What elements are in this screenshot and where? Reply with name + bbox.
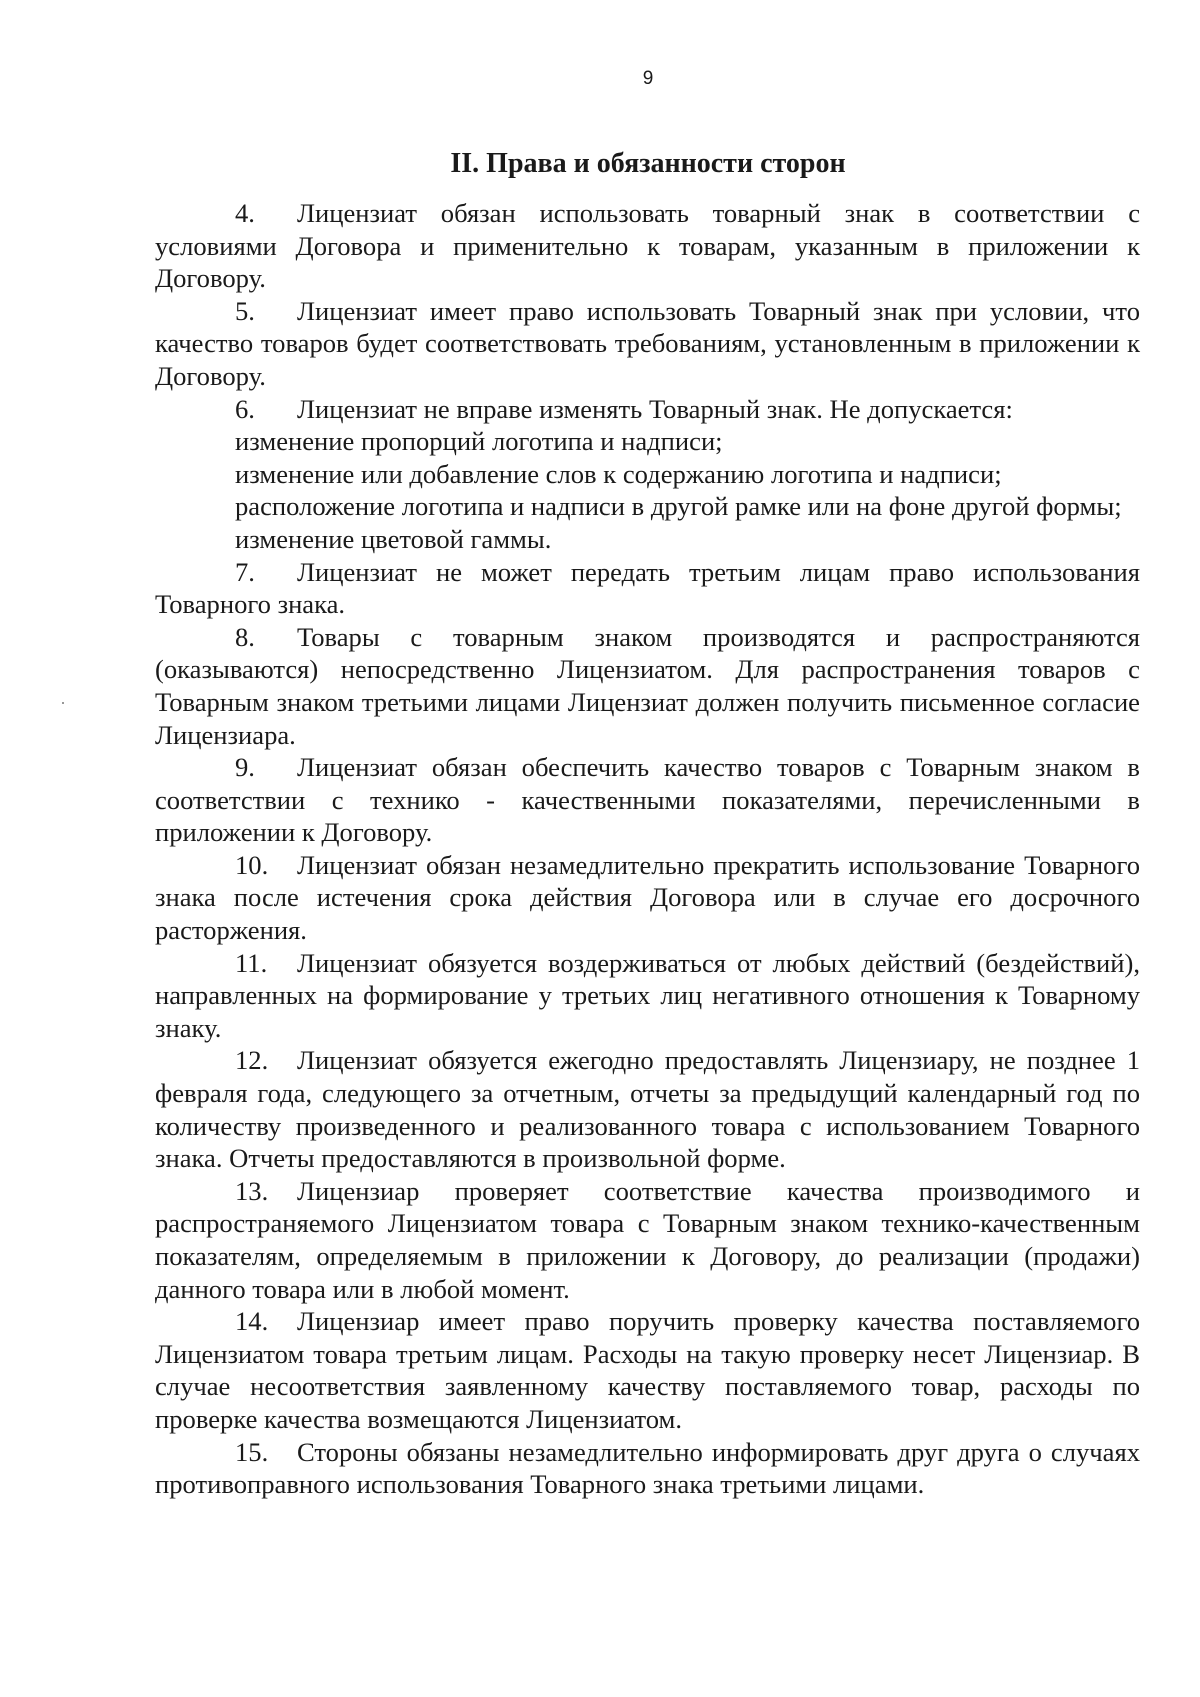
clause-text: Лицензиат не может передать третьим лицам право использования Товарного знака. [155, 556, 1140, 620]
clause-text: Лицензиар проверяет соответствие качества производимого и распространяемого Лицензиатом товара с Товарным знаком технико-качественным показателям, определяемым в приложении к Договору, до реализации (продажи) данного товара или в любой момент. [155, 1175, 1140, 1304]
clause-6-subitem: изменение пропорций логотипа и надписи; [235, 426, 723, 457]
clause-15 [155, 1436, 1140, 1501]
clause-8 [155, 621, 1140, 751]
clause-number: 4. [235, 198, 255, 228]
clause-number: 7. [235, 556, 255, 587]
clause-number: 12. [235, 1045, 269, 1076]
clause-text: Лицензиат обязан незамедлительно прекратить использование Товарного знака после истечения срока действия Договора или в случае его досрочного расторжения. [155, 849, 1140, 946]
clause-12 [155, 1044, 1140, 1174]
clause-text: Лицензиат имеет право использовать Товарный знак при условии, что качество товаров будет соответствовать требованиям, установленным в приложении к Договору. [155, 295, 1140, 391]
clause-text: Лицензиат обязуется ежегодно предоставлять Лицензиару, не позднее 1 февраля года, следующего за отчетным, отчеты за предыдущий календарный год по количеству произведенного и реализованного товара с использованием Товарного знака. Отчеты предоставляются в произвольной форме. [155, 1045, 1140, 1174]
clause-10 [155, 849, 1140, 947]
clause-6 [155, 393, 1140, 426]
section-body [155, 197, 1140, 1501]
scan-speck [62, 702, 64, 704]
clause-number: 14. [235, 1306, 269, 1337]
clause-text: Товары с товарным знаком производятся и распространяются (оказываются) непосредственно Лицензиатом. Для распространения товаров с Товарным знаком третьими лицами Лицензиат должен получить письменное согласие Лицензиара. [155, 621, 1140, 750]
clause-13 [155, 1175, 1140, 1305]
clause-6-subitem: изменение или добавление слов к содержанию логотипа и надписи; [235, 458, 1002, 489]
clause-number: 15. [235, 1436, 269, 1467]
clause-6-subitem: изменение цветовой гаммы. [235, 523, 552, 554]
clause-text: Лицензиар имеет право поручить проверку качества поставляемого Лицензиатом товара третьим лицам. Расходы на такую проверку несет Лицензиар. В случае несоответствия заявленному качеству поставляемого товар, расходы по проверке качества возмещаются Лицензиатом. [155, 1306, 1140, 1434]
clause-number: 9. [235, 752, 255, 783]
section-heading: II. Права и обязанности сторон [450, 148, 846, 179]
clause-text: Лицензиат не вправе изменять Товарный знак. Не допускается: [297, 393, 1013, 424]
clause-number: 10. [235, 849, 269, 880]
clause-7 [155, 556, 1140, 621]
clause-11 [155, 947, 1140, 1045]
clause-number: 8. [235, 621, 255, 652]
clause-number: 11. [235, 947, 268, 978]
clause-text: Лицензиат обязуется воздерживаться от любых действий (бездействий), направленных на формирование у третьих лиц негативного отношения к Товарному знаку. [155, 947, 1140, 1043]
clause-text: Лицензиат обязан обеспечить качество товаров с Товарным знаком в соответствии с технико - качественными показателями, перечисленными в приложении к Договору. [155, 752, 1140, 848]
clause-9 [155, 751, 1140, 849]
clause-text: Стороны обязаны незамедлительно информировать друг друга о случаях противоправного использования Товарного знака третьими лицами. [155, 1436, 1140, 1500]
clause-6-subitem: расположение логотипа и надписи в другой рамке или на фоне другой формы; [235, 491, 1122, 522]
clause-5 [155, 295, 1140, 393]
clause-number: 5. [235, 295, 255, 326]
clause-number: 6. [235, 393, 255, 424]
clause-text: Лицензиат обязан использовать товарный знак в соответствии с условиями Договора и применительно к товарам, указанным в приложении к Договору. [155, 198, 1140, 294]
clause-14 [155, 1305, 1140, 1435]
clause-4 [155, 197, 1140, 295]
page-number: 9 [642, 68, 654, 89]
clause-number: 13. [235, 1175, 269, 1206]
